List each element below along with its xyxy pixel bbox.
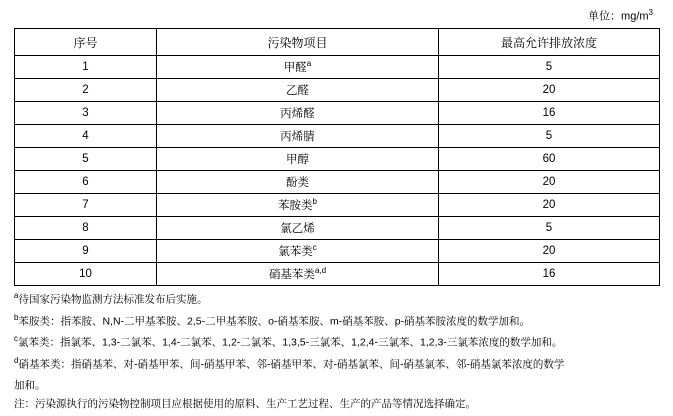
table-row [15, 102, 660, 125]
cell-item [157, 148, 439, 171]
table-row [15, 56, 660, 79]
footnote [14, 287, 664, 309]
cell-limit: 5 [439, 217, 660, 240]
table-row [15, 217, 660, 240]
table-row [15, 194, 660, 217]
table-footnotes [14, 287, 664, 413]
cell-item [157, 240, 439, 263]
cell-limit: 20 [439, 240, 660, 263]
cell-no: 9 [15, 240, 157, 263]
cell-item-text: 甲醛 [283, 62, 307, 74]
cell-no: 8 [15, 217, 157, 240]
footnote-text: 硝基苯类：指硝基苯、对-硝基甲苯、间-硝基甲苯、邻-硝基甲苯、对-硝基氯苯、间-硝基氯苯、邻-硝基氯苯浓度的数学 [18, 358, 565, 370]
unit-exponent: 3 [648, 8, 653, 17]
footnote-mark: b [14, 312, 19, 322]
cell-item [157, 79, 439, 102]
cell-limit: 20 [439, 171, 660, 194]
table-body [15, 56, 660, 286]
cell-limit: 20 [439, 194, 660, 217]
cell-limit: 20 [439, 79, 660, 102]
cell-item-text: 氯苯类 [278, 246, 313, 258]
cell-no: 10 [15, 263, 157, 286]
cell-item-mark: b [312, 197, 317, 207]
table-header-row [15, 29, 660, 56]
cell-item-text: 甲醇 [286, 154, 309, 166]
cell-limit: 5 [439, 56, 660, 79]
table-row [15, 263, 660, 286]
cell-item-mark: c [312, 243, 317, 253]
cell-limit: 16 [439, 263, 660, 286]
cell-item [157, 171, 439, 194]
cell-limit: 5 [439, 125, 660, 148]
table-row [15, 171, 660, 194]
cell-item [157, 217, 439, 240]
cell-no: 7 [15, 194, 157, 217]
footnote-text: 待国家污染物监测方法标准发布后实施。 [18, 293, 208, 306]
table-row [15, 240, 660, 263]
header-no: 序号 [15, 29, 157, 56]
final-note: 注：污染源执行的污染物控制项目应根据使用的原料、生产工艺过程、生产的产品等情况选择确定。 [14, 397, 476, 410]
footnote [14, 309, 664, 331]
cell-item [157, 56, 439, 79]
footnote-continuation [14, 373, 664, 395]
cell-item-text: 丙烯醛 [280, 108, 315, 120]
cell-item-text: 苯胺类 [278, 200, 313, 212]
footnote [14, 352, 664, 374]
footnote-text: 苯胺类：指苯胺、N,N-二甲基苯胺、2,5-二甲基苯胺、o-硝基苯胺、m-硝基苯胺、p-硝基苯胺浓度的数学加和。 [18, 315, 531, 327]
unit-label [588, 6, 653, 24]
cell-item [157, 263, 439, 286]
cell-item [157, 102, 439, 125]
footnote-text: 加和。 [14, 379, 46, 392]
footnote-mark: d [14, 355, 19, 365]
cell-item [157, 125, 439, 148]
cell-limit: 60 [439, 148, 660, 171]
unit-text: 单位：mg/m [588, 10, 649, 23]
cell-no: 3 [15, 102, 157, 125]
footnote-mark: c [14, 334, 18, 343]
cell-item-text: 硝基苯类 [268, 269, 315, 281]
cell-item-text: 丙烯腈 [280, 131, 315, 143]
header-limit: 最高允许排放浓度 [439, 29, 660, 56]
table-row [15, 79, 660, 102]
cell-item-text: 酚类 [286, 177, 309, 189]
cell-no: 2 [15, 79, 157, 102]
cell-no: 1 [15, 56, 157, 79]
table-row [15, 125, 660, 148]
cell-limit: 16 [439, 102, 660, 125]
cell-no: 6 [15, 171, 157, 194]
cell-item-mark: a [306, 59, 312, 69]
cell-no: 4 [15, 125, 157, 148]
cell-item [157, 194, 439, 217]
cell-item-text: 氯乙烯 [280, 223, 315, 235]
header-item: 污染物项目 [157, 29, 439, 56]
footnote-mark: a [14, 291, 19, 300]
cell-no: 5 [15, 148, 157, 171]
cell-item-mark: a,d [314, 266, 327, 276]
pollutant-limits-table [14, 28, 660, 286]
table-row [15, 148, 660, 171]
footnote-text: 氯苯类：指氯苯、1,3-二氯苯、1,4-二氯苯、1,2-二氯苯、1,3,5-三氯苯、1,2,4-三氯苯、1,2,3-三氯苯浓度的数学加和。 [18, 336, 563, 349]
cell-item-text: 乙醛 [286, 85, 309, 97]
footnote [14, 330, 664, 352]
